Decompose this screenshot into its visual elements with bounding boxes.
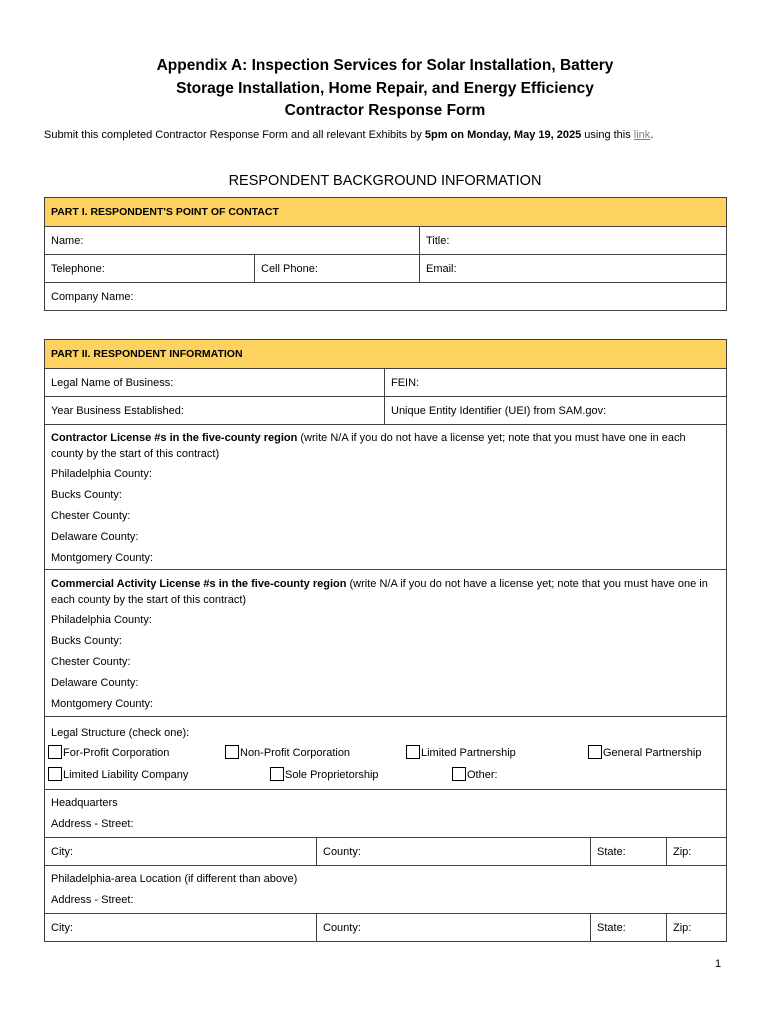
philadelphia-zip-field[interactable]: Zip:: [667, 914, 727, 942]
title-field[interactable]: Title:: [420, 227, 727, 255]
form-title: [0, 55, 770, 123]
contractor-license-montgomery[interactable]: Montgomery County:: [51, 551, 154, 564]
legal-structure-label: Legal Structure (check one):: [51, 726, 190, 739]
philadelphia-city-field[interactable]: City:: [45, 914, 317, 942]
commercial-license-note: (write N/A if you do not have a license yet; note that you must have one in each county by the start of this contract): [51, 577, 708, 606]
philadelphia-location-section: [45, 866, 727, 914]
option-non-profit[interactable]: [225, 745, 350, 759]
legal-structure-row-1: [51, 743, 724, 765]
for-profit-checkbox[interactable]: [48, 745, 62, 759]
option-for-profit[interactable]: [48, 745, 169, 759]
commercial-license-montgomery[interactable]: Montgomery County:: [51, 697, 154, 710]
contractor-license-bucks[interactable]: Bucks County:: [51, 488, 122, 501]
year-established-field[interactable]: Year Business Established:: [45, 397, 385, 425]
part1-table: [44, 197, 727, 311]
instructions-prefix: Submit this completed Contractor Response Form and all relevant Exhibits by: [44, 129, 425, 141]
fein-field[interactable]: FEIN:: [385, 369, 727, 397]
submission-link[interactable]: link: [633, 129, 651, 141]
title-line-1: Appendix A: Inspection Services for Solar Installation, Battery: [156, 57, 614, 74]
commercial-license-title: Commercial Activity License #s in the five-county region: [51, 577, 347, 590]
title-line-3: Contractor Response Form: [284, 102, 486, 119]
contractor-license-philadelphia[interactable]: Philadelphia County:: [51, 467, 152, 480]
commercial-license-section: [45, 570, 727, 717]
philadelphia-location-label: Philadelphia-area Location (if different than above): [51, 872, 298, 885]
headquarters-county-field[interactable]: County:: [317, 838, 591, 866]
legal-structure-section: [45, 717, 727, 790]
option-general-partnership[interactable]: [588, 745, 701, 759]
sole-proprietorship-label: Sole Proprietorship: [285, 768, 379, 781]
general-partnership-checkbox[interactable]: [588, 745, 602, 759]
headquarters-city-field[interactable]: City:: [45, 838, 317, 866]
deadline: 5pm on Monday, May 19, 2025: [424, 129, 582, 141]
headquarters-state-field[interactable]: State:: [591, 838, 667, 866]
commercial-license-philadelphia[interactable]: Philadelphia County:: [51, 613, 152, 626]
sole-proprietorship-checkbox[interactable]: [270, 767, 284, 781]
name-field[interactable]: Name:: [45, 227, 420, 255]
commercial-license-delaware[interactable]: Delaware County:: [51, 676, 139, 689]
limited-partnership-checkbox[interactable]: [406, 745, 420, 759]
llc-label: Limited Liability Company: [63, 768, 189, 781]
email-field[interactable]: Email:: [420, 255, 727, 283]
part2-header: PART II. RESPONDENT INFORMATION: [45, 340, 727, 369]
option-llc[interactable]: [48, 767, 188, 781]
submission-instructions: [44, 129, 744, 141]
limited-partnership-label: Limited Partnership: [421, 746, 516, 759]
headquarters-label: Headquarters: [51, 796, 118, 809]
philadelphia-state-field[interactable]: State:: [591, 914, 667, 942]
headquarters-zip-field[interactable]: Zip:: [667, 838, 727, 866]
section-heading: RESPONDENT BACKGROUND INFORMATION: [228, 173, 542, 189]
uei-field[interactable]: Unique Entity Identifier (UEI) from SAM.gov:: [385, 397, 727, 425]
part1-header: PART I. RESPONDENT'S POINT OF CONTACT: [45, 198, 727, 227]
headquarters-street-field[interactable]: Address - Street:: [51, 817, 134, 830]
commercial-license-label: [51, 572, 720, 610]
contractor-license-label: [51, 426, 720, 464]
part2-table: [44, 339, 727, 942]
headquarters-section: [45, 790, 727, 838]
for-profit-label: For-Profit Corporation: [63, 746, 170, 759]
instructions-middle: using this: [581, 129, 634, 141]
philadelphia-street-field[interactable]: Address - Street:: [51, 893, 134, 906]
cell-phone-field[interactable]: Cell Phone:: [255, 255, 420, 283]
non-profit-label: Non-Profit Corporation: [240, 746, 351, 759]
non-profit-checkbox[interactable]: [225, 745, 239, 759]
commercial-license-chester[interactable]: Chester County:: [51, 655, 131, 668]
contractor-license-section: [45, 425, 727, 570]
company-name-field[interactable]: Company Name:: [45, 283, 727, 311]
page-number: 1: [715, 958, 722, 970]
telephone-field[interactable]: Telephone:: [45, 255, 255, 283]
legal-structure-row-2: [51, 765, 724, 787]
contractor-license-note: (write N/A if you do not have a license yet; note that you must have one in each county by the start of this contract): [51, 431, 686, 460]
other-label: Other:: [467, 768, 498, 781]
commercial-license-bucks[interactable]: Bucks County:: [51, 634, 122, 647]
option-sole-proprietorship[interactable]: [270, 767, 379, 781]
option-other[interactable]: [452, 767, 498, 781]
contractor-license-chester[interactable]: Chester County:: [51, 509, 131, 522]
philadelphia-county-field[interactable]: County:: [317, 914, 591, 942]
llc-checkbox[interactable]: [48, 767, 62, 781]
option-limited-partnership[interactable]: [406, 745, 516, 759]
general-partnership-label: General Partnership: [603, 746, 702, 759]
instructions-suffix: .: [650, 129, 654, 141]
other-checkbox[interactable]: [452, 767, 466, 781]
legal-name-field[interactable]: Legal Name of Business:: [45, 369, 385, 397]
title-line-2: Storage Installation, Home Repair, and Energy Efficiency: [176, 79, 594, 97]
contractor-license-delaware[interactable]: Delaware County:: [51, 530, 139, 543]
contractor-license-title: Contractor License #s in the five-county region: [51, 431, 298, 444]
